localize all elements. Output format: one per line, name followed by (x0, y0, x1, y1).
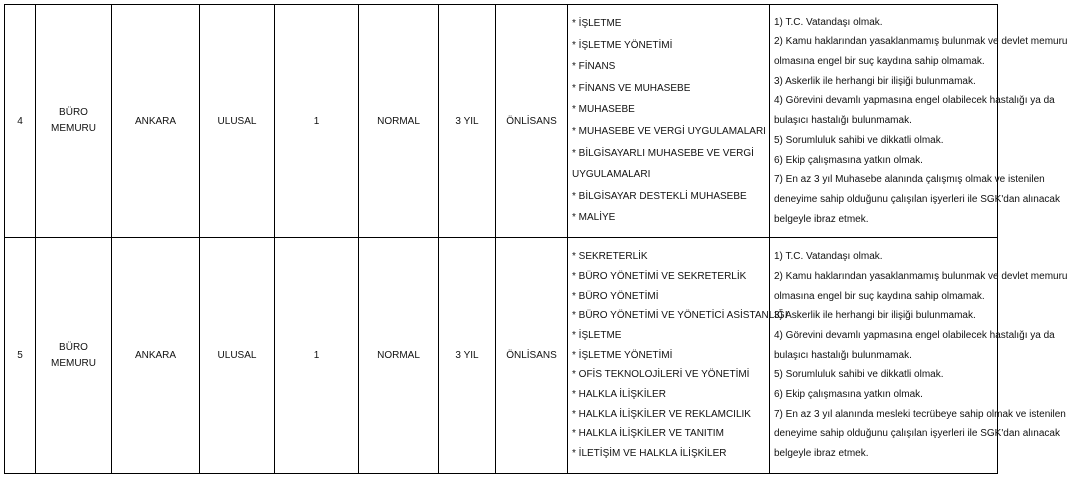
department-item: * BÜRO YÖNETİMİ VE YÖNETİCİ ASİSTANLIĞI (572, 310, 788, 322)
department-item: * İŞLETME YÖNETİMİ (572, 349, 673, 361)
position-cell (36, 238, 112, 474)
position-line: BÜRO (59, 107, 88, 118)
scope-cell: ULUSAL (200, 238, 275, 474)
department-item: * HALKLA İLİŞKİLER VE TANITIM (572, 428, 724, 440)
department-item: * İŞLETME (572, 329, 622, 341)
requirement-line: olmasına engel bir suç kaydına sahip olmamak. (774, 290, 985, 302)
requirement-line: belgeyle ibraz etmek. (774, 213, 869, 225)
requirements-cell (770, 238, 1067, 474)
count-cell: 1 (275, 238, 359, 474)
requirement-line: 6) Ekip çalışmasına yatkın olmak. (774, 389, 923, 401)
requirement-line: 4) Görevini devamlı yapmasına engel olabilecek hastalığı ya da (774, 329, 1055, 341)
department-item: UYGULAMALARI (572, 169, 651, 181)
table-row (5, 238, 998, 474)
department-item: * MUHASEBE (572, 104, 635, 116)
department-item: * MUHASEBE VE VERGİ UYGULAMALARI (572, 126, 766, 137)
department-item: * BİLGİSAYARLI MUHASEBE VE VERGİ (572, 147, 754, 159)
duration-cell: 3 YIL (439, 5, 496, 238)
type-cell: NORMAL (359, 238, 439, 474)
duration-cell: 3 YIL (439, 238, 496, 474)
requirements-cell (770, 5, 1067, 238)
departments-cell (568, 5, 770, 238)
job-listing-table (4, 4, 1067, 474)
requirement-line: bulaşıcı hastalığı bulunmamak. (774, 349, 912, 361)
education-cell: ÖNLİSANS (496, 238, 568, 474)
count-cell: 1 (275, 5, 359, 238)
requirement-line: deneyime sahip olduğunu çalışılan işyerleri ile SGK'dan alınacak (774, 193, 1060, 205)
city-cell: ANKARA (112, 5, 200, 238)
requirement-line: 7) En az 3 yıl alanında mesleki tecrübeye sahip olmak ve istenilen (774, 408, 1066, 420)
education-cell: ÖNLİSANS (496, 5, 568, 238)
requirement-line: bulaşıcı hastalığı bulunmamak. (774, 115, 912, 127)
department-item: * BÜRO YÖNETİMİ (572, 290, 659, 302)
position-cell (36, 5, 112, 238)
requirement-line: 2) Kamu haklarından yasaklanmamış bulunmak ve devlet memuru (774, 36, 1067, 48)
scope-cell: ULUSAL (200, 5, 275, 238)
department-item: * SEKRETERLİK (572, 251, 648, 263)
position-line: BÜRO (59, 341, 88, 353)
department-item: * FİNANS VE MUHASEBE (572, 82, 691, 94)
row-number: 5 (5, 238, 36, 474)
requirement-line: 3) Askerlik ile herhangi bir ilişiği bulunmamak. (774, 310, 976, 322)
requirement-line: deneyime sahip olduğunu çalışılan işyerleri ile SGK'dan alınacak (774, 428, 1060, 440)
requirement-line: 1) T.C. Vatandaşı olmak. (774, 251, 883, 263)
requirement-line: 6) Ekip çalışmasına yatkın olmak. (774, 154, 923, 166)
department-item: * İLETİŞİM VE HALKLA İLİŞKİLER (572, 448, 727, 460)
requirement-line: 5) Sorumluluk sahibi ve dikkatli olmak. (774, 369, 944, 381)
requirement-line: 1) T.C. Vatandaşı olmak. (774, 16, 883, 28)
department-item: * BİLGİSAYAR DESTEKLİ MUHASEBE (572, 190, 747, 202)
department-item: * BÜRO YÖNETİMİ VE SEKRETERLİK (572, 270, 747, 282)
requirement-line: 5) Sorumluluk sahibi ve dikkatli olmak. (774, 134, 944, 146)
requirement-line: 2) Kamu haklarından yasaklanmamış bulunmak ve devlet memuru (774, 270, 1067, 282)
department-item: * İŞLETME (572, 18, 622, 30)
requirement-line: 3) Askerlik ile herhangi bir ilişiği bulunmamak. (774, 75, 976, 87)
requirement-line: 4) Görevini devamlı yapmasına engel olabilecek hastalığı ya da (774, 95, 1055, 107)
department-item: * HALKLA İLİŞKİLER VE REKLAMCILIK (572, 408, 751, 420)
departments-cell (568, 238, 788, 474)
city-cell: ANKARA (112, 238, 200, 474)
department-item: * MALİYE (572, 212, 616, 224)
department-item: * İŞLETME YÖNETİMİ (572, 39, 673, 51)
department-item: * HALKLA İLİŞKİLER (572, 389, 666, 401)
table-row (5, 5, 998, 238)
requirement-line: olmasına engel bir suç kaydına sahip olmamak. (774, 56, 985, 68)
position-line: MEMURU (51, 357, 96, 369)
requirement-line: 7) En az 3 yıl Muhasebe alanında çalışmış olmak ve istenilen (774, 174, 1045, 186)
type-cell: NORMAL (359, 5, 439, 238)
department-item: * OFİS TEKNOLOJİLERİ VE YÖNETİMİ (572, 369, 750, 381)
position-line: MEMURU (51, 123, 96, 134)
row-number: 4 (5, 5, 36, 238)
department-item: * FİNANS (572, 61, 616, 73)
requirement-line: belgeyle ibraz etmek. (774, 448, 869, 460)
